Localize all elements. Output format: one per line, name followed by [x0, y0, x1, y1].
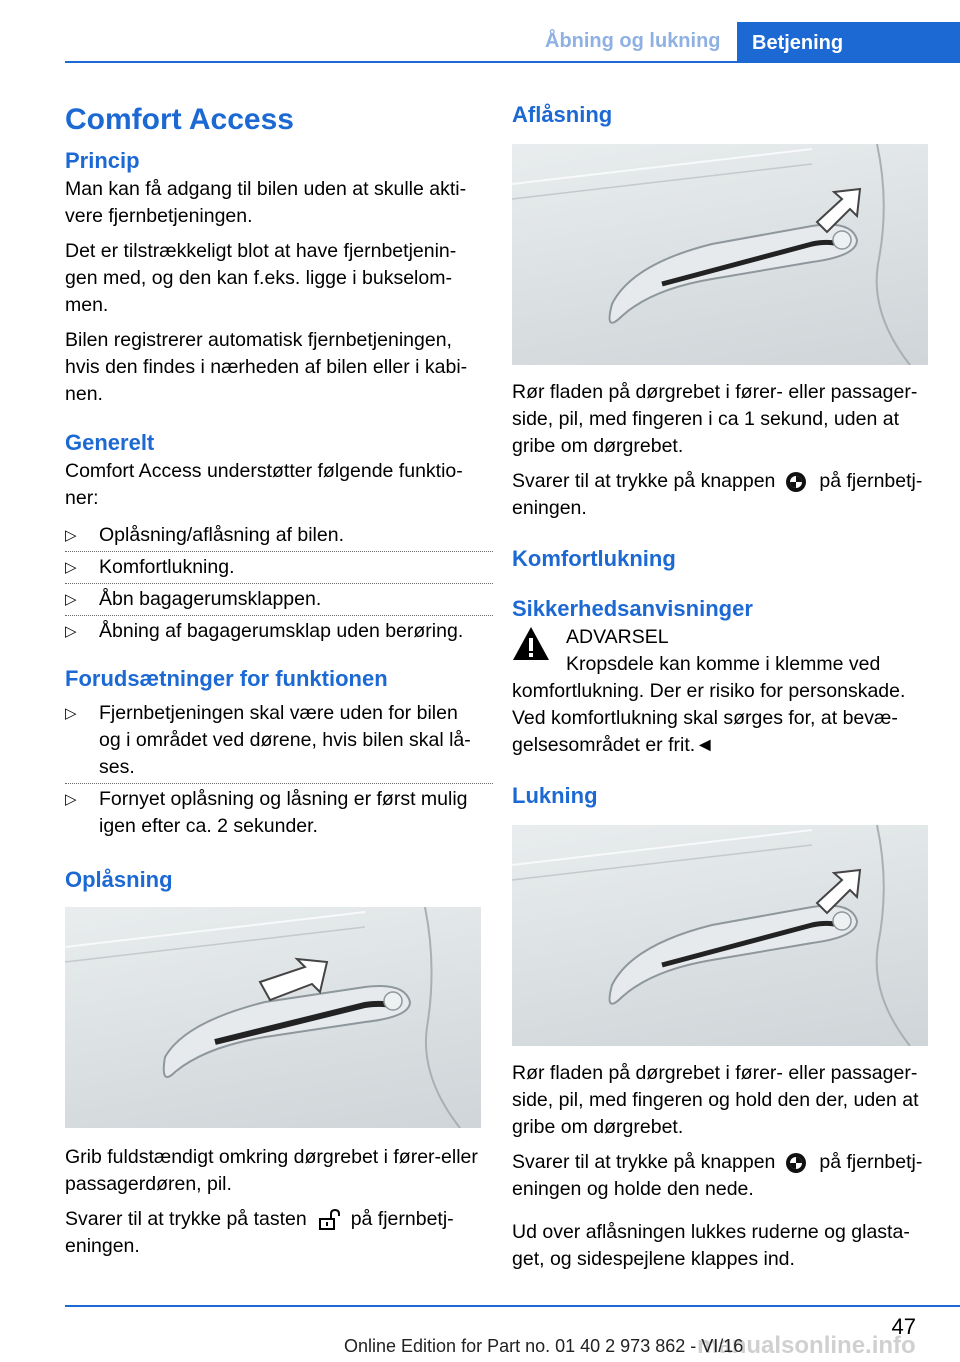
footer-edition: Online Edition for Part no. 01 40 2 973 862 - VI/16 — [344, 1336, 744, 1356]
princip-paragraph-2: Det er tilstrækkeligt blot at have fjernbetjenin-gen med, og den kan f.eks. ligge i bukselom-men. — [65, 240, 457, 316]
oplaasning-paragraph-2 — [65, 1206, 483, 1260]
heading-aflaasning: Aflåsning — [512, 102, 613, 127]
aflaasning-paragraph-2 — [512, 468, 932, 522]
unlock-icon — [317, 1209, 341, 1231]
warning-triangle-icon — [512, 626, 550, 662]
aflaasning-text-after: på fjernbetj-eningen. — [512, 470, 923, 519]
list-item: ▷ Fjernbetjeningen skal være uden for bilen og i området ved dørene, hvis bilen skal lå-ses. — [65, 700, 483, 781]
lukning-paragraph-2 — [512, 1149, 932, 1203]
heading-princip: Princip — [65, 148, 140, 173]
princip-paragraph-3: Bilen registrerer automatisk fjernbetjeningen, hvis den findes i nærheden af bilen eller i kabi-nen. — [65, 329, 468, 405]
generelt-intro: Comfort Access understøtter følgende funktio-ner: — [65, 460, 463, 509]
list-item: ▷ Åbning af bagagerumsklap uden berøring. — [65, 618, 483, 645]
page-title: Comfort Access — [65, 103, 294, 136]
header-section-title: Åbning og lukning — [545, 30, 721, 52]
heading-generelt: Generelt — [65, 430, 155, 455]
bmw-logo-icon — [785, 471, 809, 493]
heading-forudsaetninger: Forudsætninger for funktionen — [65, 666, 388, 691]
warning-body: Kropsdele kan komme i klemme ved komfortlukning. Der er risiko for personskade. Ved komfortlukning skal sørges for, at bevæ-gelsesområdet er frit.◄ — [512, 653, 906, 756]
bmw-logo-icon — [785, 1152, 809, 1174]
warning-text — [512, 651, 932, 759]
warning-label: ADVARSEL — [566, 626, 669, 648]
list-item: ▷ Åbn bagagerumsklappen. — [65, 586, 483, 613]
footer-rule — [65, 1305, 960, 1307]
lukning-text-before: Svarer til at trykke på knappen — [512, 1151, 776, 1173]
aflaasning-text-before: Svarer til at trykke på knappen — [512, 470, 776, 492]
list-item: ▷ Oplåsning/aflåsning af bilen. — [65, 522, 483, 549]
heading-komfortlukning: Komfortlukning — [512, 546, 676, 571]
princip-paragraph-1: Man kan få adgang til bilen uden at skulle akti-vere fjernbetjeningen. — [65, 178, 467, 227]
header-chapter-tab: Betjening — [737, 22, 960, 62]
aflaasning-paragraph-1: Rør fladen på dørgrebet i fører- eller passager-side, pil, med fingeren i ca 1 sekund, uden at gribe om dørgrebet. — [512, 381, 918, 457]
oplaasning-paragraph-1: Grib fuldstændigt omkring dørgrebet i fører-eller passagerdøren, pil. — [65, 1146, 478, 1195]
lukning-paragraph-3: Ud over aflåsningen lukkes ruderne og glasta-get, og sidespejlene klappes ind. — [512, 1221, 910, 1270]
left-column — [65, 100, 483, 1260]
door-handle-lock-figure — [512, 144, 928, 365]
forudsaetninger-list — [65, 700, 483, 840]
door-handle-close-figure — [512, 825, 928, 1046]
door-handle-grip-figure — [65, 907, 481, 1128]
warning-block — [512, 624, 932, 759]
lukning-text-after: på fjernbetj-eningen og holde den nede. — [512, 1151, 923, 1200]
heading-lukning: Lukning — [512, 783, 598, 808]
heading-oplaasning: Oplåsning — [65, 867, 173, 892]
lukning-paragraph-1: Rør fladen på dørgrebet i fører- eller passager-side, pil, med fingeren og hold den der, uden at gribe om dørgrebet. — [512, 1062, 919, 1138]
generelt-list — [65, 522, 483, 645]
list-item: ▷ Fornyet oplåsning og låsning er først mulig igen efter ca. 2 sekunder. — [65, 786, 483, 840]
heading-sikkerhedsanvisninger: Sikkerhedsanvisninger — [512, 596, 753, 621]
right-column — [512, 100, 932, 1273]
oplaasning-text-after: på fjernbetj-eningen. — [65, 1208, 454, 1257]
list-item: ▷ Komfortlukning. — [65, 554, 483, 581]
header-rule — [65, 61, 960, 63]
watermark: manualsonline.info — [697, 1332, 916, 1359]
oplaasning-text-before: Svarer til at trykke på tasten — [65, 1208, 307, 1230]
page-number: 47 — [891, 1314, 916, 1339]
